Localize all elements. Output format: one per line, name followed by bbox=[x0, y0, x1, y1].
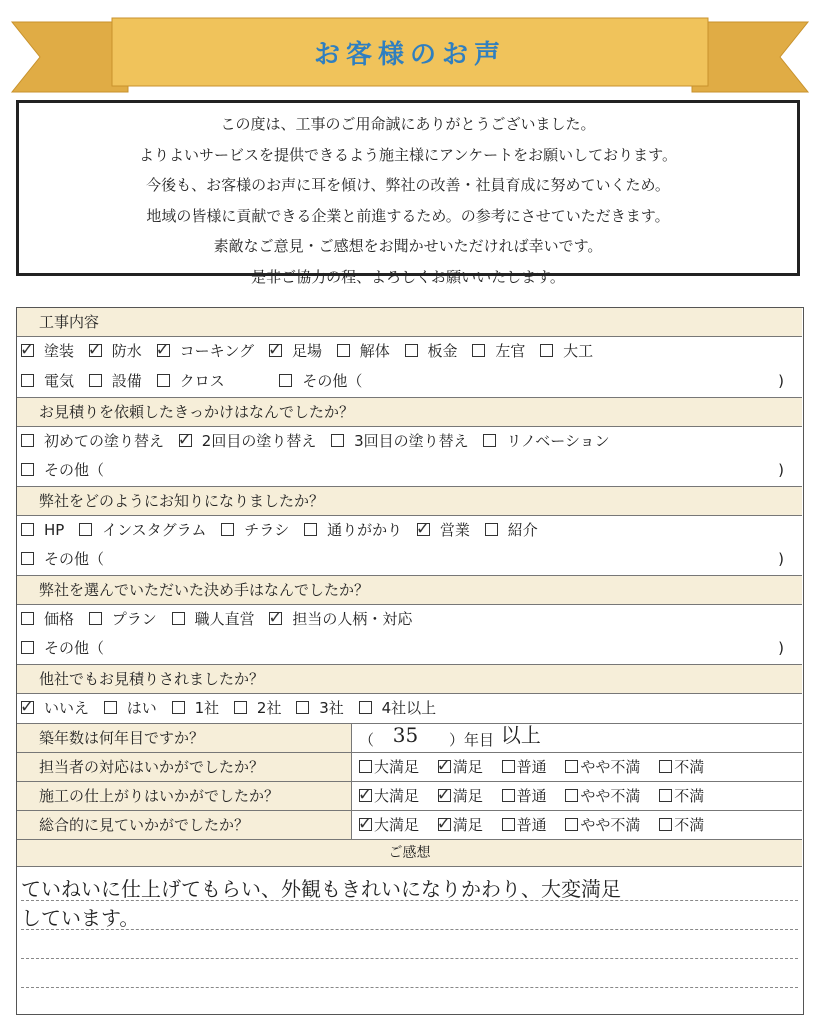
staff-response-row bbox=[17, 753, 802, 782]
option-instagram[interactable]: インスタグラム bbox=[79, 516, 206, 544]
question-other-quotes: 他社でもお見積りされましたか？ bbox=[17, 665, 802, 694]
question-staff-response: 担当者の対応はいかがでしたか？ bbox=[17, 753, 352, 781]
handwritten-comment-line-2: しています。 bbox=[21, 906, 140, 930]
checkbox[interactable] bbox=[502, 818, 515, 831]
checkbox[interactable] bbox=[565, 789, 578, 802]
staff-response-options bbox=[359, 753, 718, 782]
intro-line: 今後も、お客様のお声に耳を傾け、弊社の改善・社員育成に努めていくため。 bbox=[146, 176, 670, 194]
option-referral[interactable]: 紹介 bbox=[485, 516, 538, 544]
survey-form bbox=[16, 307, 804, 1015]
checkbox[interactable] bbox=[21, 641, 34, 654]
checkbox[interactable] bbox=[502, 760, 515, 773]
checkbox[interactable] bbox=[659, 818, 672, 831]
paren-close: ) bbox=[778, 372, 784, 390]
checkbox-checked[interactable] bbox=[179, 434, 192, 447]
question-deciding-factor: 弊社を選んでいただいた決め手はなんでしたか？ bbox=[17, 576, 802, 605]
handwritten-comment-line-1: ていねいに仕上げてもらい、外観もきれいになりかわり、大変満足 bbox=[21, 877, 621, 901]
workmanship-row bbox=[17, 782, 802, 811]
checkbox-checked[interactable] bbox=[89, 344, 102, 357]
checkbox[interactable] bbox=[483, 434, 496, 447]
checkbox[interactable] bbox=[89, 612, 102, 625]
checkbox-checked[interactable] bbox=[21, 344, 34, 357]
paren-close: ) bbox=[778, 639, 784, 657]
checkbox[interactable] bbox=[659, 789, 672, 802]
paren-close: ) bbox=[778, 550, 784, 568]
checkbox[interactable] bbox=[172, 612, 185, 625]
work-type-row-2 bbox=[17, 367, 802, 398]
question-how-known: 弊社をどのようにお知りになりましたか？ bbox=[17, 487, 802, 516]
option-kaitai[interactable]: 解体 bbox=[337, 337, 390, 365]
checkbox[interactable] bbox=[234, 701, 247, 714]
intro-message bbox=[16, 100, 800, 286]
checkbox[interactable] bbox=[337, 344, 350, 357]
intro-line: 素敵なご意見・ご感想をお聞かせいただければ幸いです。 bbox=[213, 237, 603, 255]
option-neutral[interactable]: 普通 bbox=[502, 782, 547, 811]
checkbox-checked[interactable] bbox=[269, 612, 282, 625]
checkbox-checked[interactable] bbox=[438, 760, 451, 773]
option-somewhat-dissatisfied[interactable]: やや不満 bbox=[565, 811, 640, 840]
option-dissatisfied[interactable]: 不満 bbox=[659, 811, 704, 840]
option-very-satisfied[interactable]: 大満足 bbox=[359, 753, 419, 782]
checkbox[interactable] bbox=[21, 463, 34, 476]
checkbox[interactable] bbox=[79, 523, 92, 536]
option-dissatisfied[interactable]: 不満 bbox=[659, 753, 704, 782]
checkbox-checked[interactable] bbox=[359, 789, 372, 802]
overall-row bbox=[17, 811, 802, 840]
checkbox[interactable] bbox=[21, 612, 34, 625]
checkbox-checked[interactable] bbox=[438, 789, 451, 802]
option-third-repaint[interactable]: 3回目の塗り替え bbox=[331, 427, 469, 455]
comments-area[interactable] bbox=[17, 867, 802, 1014]
ruled-line bbox=[21, 958, 798, 959]
handwritten-years: 35 bbox=[392, 723, 419, 747]
option-bankin[interactable]: 板金 bbox=[405, 337, 458, 365]
checkbox[interactable] bbox=[172, 701, 185, 714]
work-type-row-1 bbox=[17, 337, 802, 367]
option-satisfied[interactable]: ✓ 満足 bbox=[438, 753, 483, 782]
option-passing-by[interactable]: 通りがかり bbox=[304, 516, 402, 544]
checkbox-checked[interactable] bbox=[269, 344, 282, 357]
question-building-age: 築年数は何年目ですか？ bbox=[17, 724, 352, 752]
option-caulking[interactable]: ✓ コーキング bbox=[157, 337, 255, 365]
page-title: お客様のお声 bbox=[313, 40, 506, 70]
option-plan[interactable]: プラン bbox=[89, 605, 157, 633]
option-somewhat-dissatisfied[interactable]: やや不満 bbox=[565, 782, 640, 811]
option-very-satisfied[interactable]: ✓ 大満足 bbox=[359, 811, 419, 840]
question-workmanship: 施工の仕上がりはいかがでしたか？ bbox=[17, 782, 352, 810]
option-somewhat-dissatisfied[interactable]: やや不満 bbox=[565, 753, 640, 782]
option-flyer[interactable]: チラシ bbox=[221, 516, 289, 544]
option-sakan[interactable]: 左官 bbox=[472, 337, 525, 365]
how-known-row-2 bbox=[17, 545, 802, 576]
ruled-line bbox=[21, 987, 798, 988]
checkbox-checked[interactable] bbox=[438, 818, 451, 831]
handwritten-suffix: 以上 bbox=[500, 723, 541, 747]
checkbox[interactable] bbox=[331, 434, 344, 447]
option-neutral[interactable]: 普通 bbox=[502, 753, 547, 782]
checkbox[interactable] bbox=[540, 344, 553, 357]
option-cross[interactable]: クロス bbox=[157, 367, 225, 395]
checkbox[interactable] bbox=[359, 701, 372, 714]
other-quotes-row bbox=[17, 694, 802, 724]
trigger-row-2 bbox=[17, 456, 802, 487]
option-renovation[interactable]: リノベーション bbox=[483, 427, 609, 455]
option-yes[interactable]: はい bbox=[104, 694, 157, 722]
comments-header: ご感想 bbox=[17, 840, 802, 867]
option-neutral[interactable]: 普通 bbox=[502, 811, 547, 840]
checkbox[interactable] bbox=[221, 523, 234, 536]
checkbox[interactable] bbox=[296, 701, 309, 714]
building-age-row bbox=[17, 724, 802, 753]
checkbox[interactable] bbox=[502, 789, 515, 802]
question-overall: 総合的に見ていかがでしたか？ bbox=[17, 811, 352, 839]
deciding-factor-row-2 bbox=[17, 634, 802, 665]
checkbox-checked[interactable] bbox=[359, 818, 372, 831]
checkbox[interactable] bbox=[279, 374, 292, 387]
intro-line: よりよいサービスを提供できるよう施主様にアンケートをお願いしております。 bbox=[139, 145, 677, 164]
option-dissatisfied[interactable]: 不満 bbox=[659, 782, 704, 811]
option-very-satisfied[interactable]: ✓ 大満足 bbox=[359, 782, 419, 811]
option-first-repaint[interactable]: 初めての塗り替え bbox=[21, 427, 164, 455]
option-satisfied[interactable]: ✓ 満足 bbox=[438, 811, 483, 840]
option-satisfied[interactable]: ✓ 満足 bbox=[438, 782, 483, 811]
option-direct-craftsman[interactable]: 職人直営 bbox=[172, 605, 255, 633]
option-price[interactable]: 価格 bbox=[21, 605, 74, 633]
checkbox[interactable] bbox=[21, 552, 34, 565]
option-ashiba[interactable]: ✓ 足場 bbox=[269, 337, 322, 365]
question-work-type: 工事内容 bbox=[17, 308, 802, 337]
option-denki[interactable]: 電気 bbox=[21, 367, 74, 395]
option-no[interactable]: ✓いいえ bbox=[21, 694, 89, 722]
checkbox[interactable] bbox=[565, 818, 578, 831]
option-other[interactable]: その他（ bbox=[21, 545, 104, 573]
checkbox-checked[interactable] bbox=[417, 523, 430, 536]
checkbox[interactable] bbox=[89, 374, 102, 387]
option-3-companies[interactable]: 3社 bbox=[296, 694, 344, 722]
how-known-row-1 bbox=[17, 516, 802, 545]
checkbox-checked[interactable] bbox=[157, 344, 170, 357]
paren-close: ) bbox=[778, 461, 784, 479]
intro-line: 地域の皆様に貢献できる企業と前進するため。の参考にさせていただきます。 bbox=[146, 206, 670, 225]
option-other[interactable]: その他（ bbox=[21, 456, 104, 484]
building-age-answer[interactable]: （ 35 ）年目 以上 bbox=[359, 723, 541, 749]
option-tosou[interactable]: ✓塗装 bbox=[21, 337, 74, 365]
question-trigger: お見積りを依頼したきっかけはなんでしたか？ bbox=[17, 398, 802, 427]
intro-line: この度は、工事のご用命誠にありがとうございました。 bbox=[220, 115, 596, 133]
checkbox[interactable] bbox=[565, 760, 578, 773]
option-other[interactable]: その他（ bbox=[21, 634, 104, 662]
option-hp[interactable]: HP bbox=[21, 516, 64, 544]
deciding-factor-row-1 bbox=[17, 605, 802, 634]
checkbox[interactable] bbox=[472, 344, 485, 357]
checkbox[interactable] bbox=[304, 523, 317, 536]
checkbox[interactable] bbox=[659, 760, 672, 773]
checkbox-checked[interactable] bbox=[21, 701, 34, 714]
overall-options bbox=[359, 811, 718, 840]
option-other[interactable]: その他（ bbox=[279, 367, 362, 395]
option-staff-personality[interactable]: ✓ 担当の人柄・対応 bbox=[269, 605, 412, 633]
option-bousui[interactable]: ✓ 防水 bbox=[89, 337, 142, 365]
checkbox[interactable] bbox=[21, 434, 34, 447]
option-setsubi[interactable]: 設備 bbox=[89, 367, 142, 395]
option-2-companies[interactable]: 2社 bbox=[234, 694, 282, 722]
intro-line: 是非ご協力の程、よろしくお願いいたします。 bbox=[251, 267, 565, 286]
trigger-row-1 bbox=[17, 427, 802, 456]
checkbox[interactable] bbox=[21, 523, 34, 536]
checkbox[interactable] bbox=[359, 760, 372, 773]
checkbox[interactable] bbox=[485, 523, 498, 536]
option-second-repaint[interactable]: ✓ 2回目の塗り替え bbox=[179, 427, 317, 455]
checkbox[interactable] bbox=[104, 701, 117, 714]
option-daiku[interactable]: 大工 bbox=[540, 337, 593, 365]
checkbox[interactable] bbox=[21, 374, 34, 387]
workmanship-options bbox=[359, 782, 718, 811]
option-1-company[interactable]: 1社 bbox=[172, 694, 220, 722]
option-4-plus-companies[interactable]: 4社以上 bbox=[359, 694, 437, 722]
checkbox[interactable] bbox=[405, 344, 418, 357]
option-sales[interactable]: ✓ 営業 bbox=[417, 516, 470, 544]
checkbox[interactable] bbox=[157, 374, 170, 387]
